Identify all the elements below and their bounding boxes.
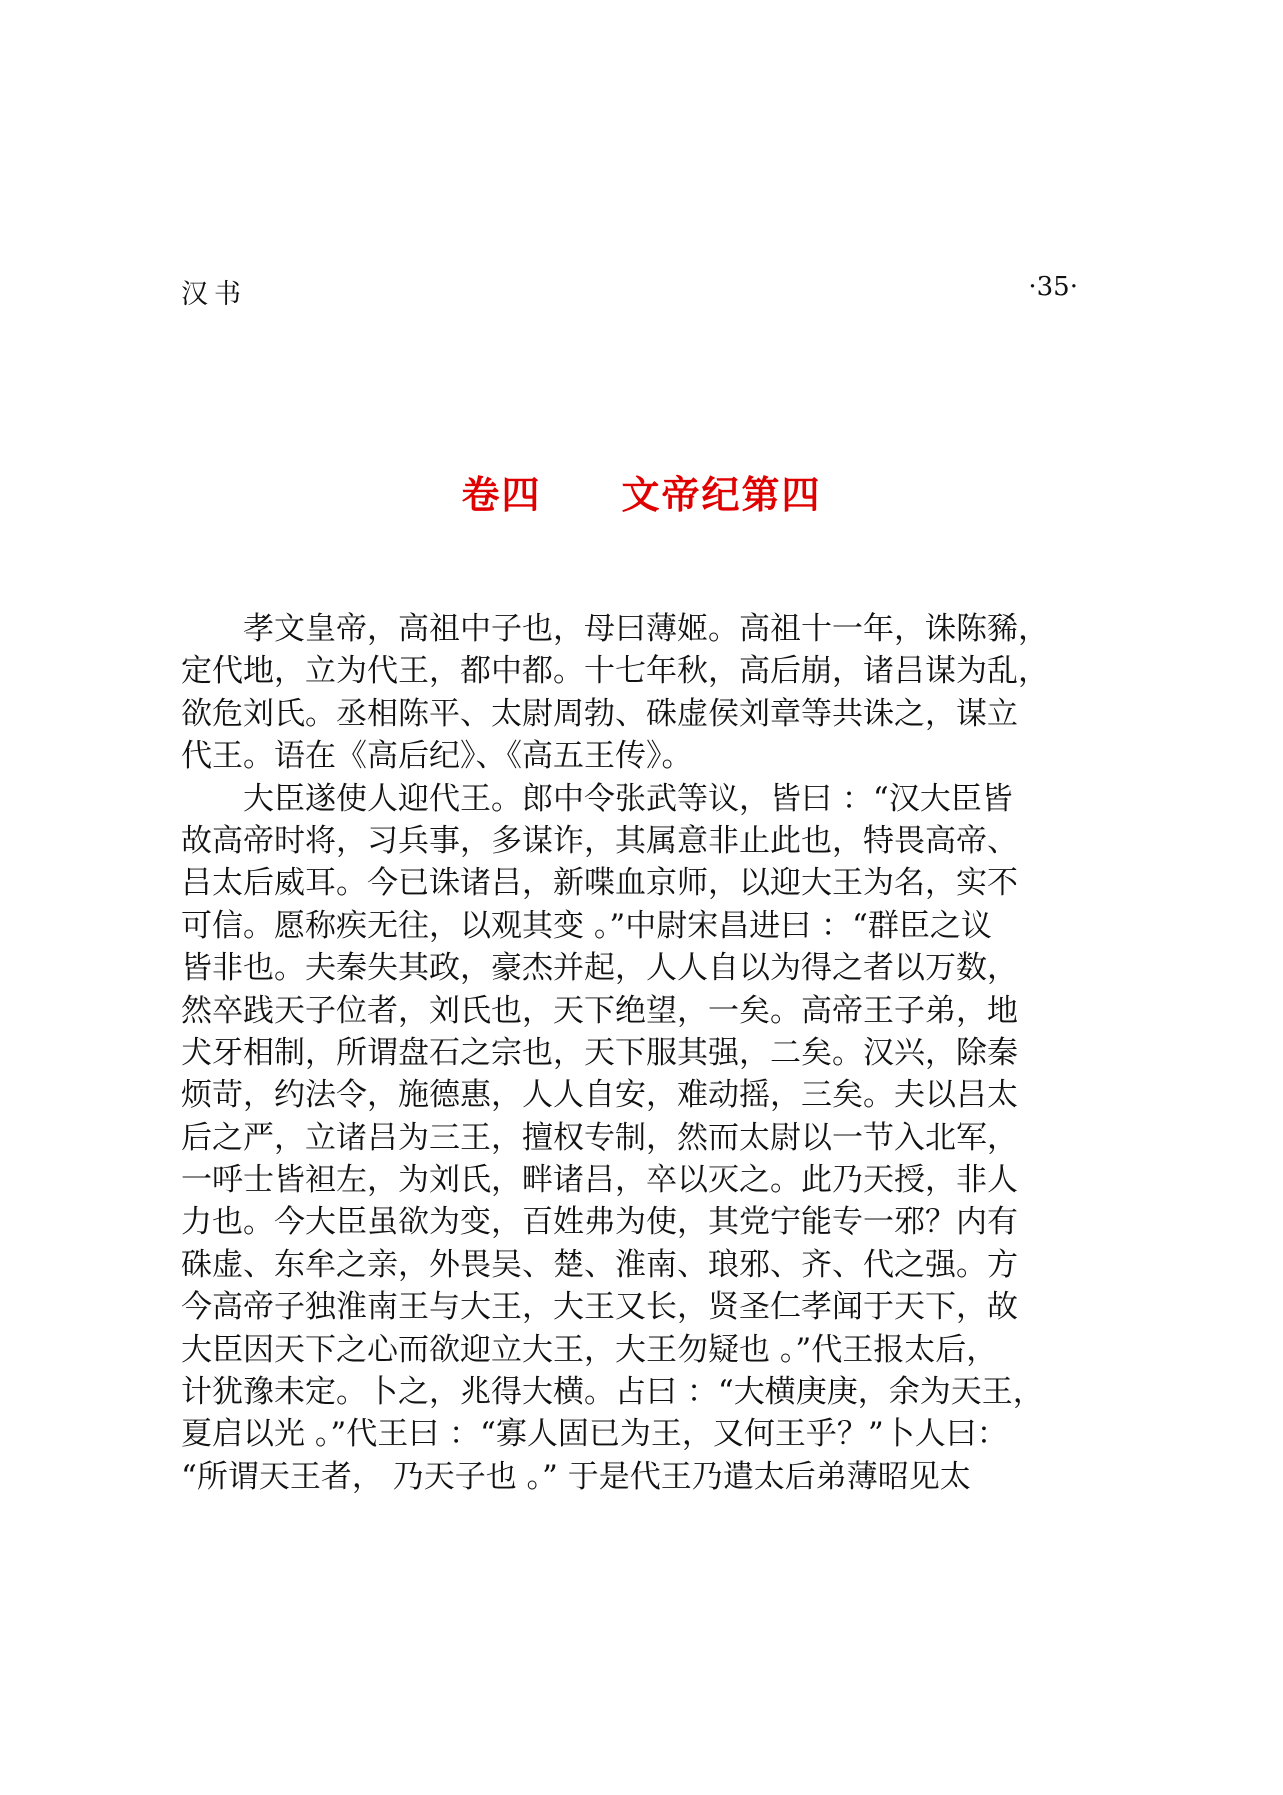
chapter-volume: 卷四 (461, 473, 542, 517)
text-line: 犬牙相制，所谓盘石之宗也，天下服其强，二矣。汉兴，除秦 (181, 1034, 1018, 1071)
chapter-name: 文帝纪第四 (621, 473, 822, 517)
body-text (181, 608, 1081, 1498)
text-line: 代王。语在《高后纪》、《高五王传》。 (181, 738, 693, 775)
text-line: 皆非也。夫秦失其政，豪杰并起，人人自以为得之者以万数， (181, 950, 1018, 987)
text-line: 今高帝子独淮南王与大王，大王又长，贤圣仁孝闻于天下，故 (181, 1289, 1018, 1326)
running-head: 汉书 (181, 279, 247, 310)
text-line: 故高帝时将，习兵事，多谋诈，其属意非止此也，特畏高帝、 (181, 822, 1018, 859)
text-line: 吕太后威耳。今已诛诸吕，新喋血京师，以迎大王为名，实不 (181, 865, 1018, 902)
text-line: 一呼士皆袒左，为刘氏，畔诸吕，卒以灭之。此乃天授，非人 (181, 1162, 1018, 1199)
text-line: 力也。今大臣虽欲为变，百姓弗为使，其党宁能专一邪？内有 (181, 1204, 1018, 1241)
text-line: 然卒践天子位者，刘氏也，天下绝望，一矣。高帝王子弟，地 (181, 992, 1018, 1029)
text-line: 可信。愿称疾无往，以观其变 。”中尉宋昌进曰 ：“群臣之议 (181, 907, 992, 944)
text-line: 后之严，立诸吕为三王，擅权专制，然而太尉以一节入北军， (181, 1119, 1018, 1156)
chapter-title (0, 464, 1283, 519)
text-line: 大臣遂使人迎代王。郎中令张武等议，皆曰 ：“汉大臣皆 (181, 780, 1013, 817)
text-line: “所谓天王者， 乃天子也 。” 于是代王乃遣太后弟薄昭见太 (181, 1458, 971, 1495)
text-line: 大臣因天下之心而欲迎立大王，大王勿疑也 。”代王报太后， (181, 1331, 998, 1368)
text-line: 烦苛，约法令，施德惠，人人自安，难动摇，三矣。夫以吕太 (181, 1077, 1018, 1114)
text-line: 欲危刘氏。丞相陈平、太尉周勃、硃虚侯刘章等共诛之，谋立 (181, 695, 1018, 732)
text-line: 计犹豫未定。卜之，兆得大横。占曰 ：“大横庚庚，余为天王， (181, 1374, 1044, 1411)
text-line: 硃虚、东牟之亲，外畏吴、楚、淮南、琅邪、齐、代之强。方 (181, 1246, 1018, 1283)
text-line: 定代地，立为代王，都中都。十七年秋，高后崩，诸吕谋为乱， (181, 653, 1049, 690)
page-number: ·35· (1028, 272, 1078, 302)
text-line: 夏启以光 。”代王曰 ：“寡人固已为王，又何王乎？”卜人曰： (181, 1416, 1008, 1453)
text-line: 孝文皇帝，高祖中子也，母曰薄姬。高祖十一年，诛陈豨， (181, 611, 1049, 647)
